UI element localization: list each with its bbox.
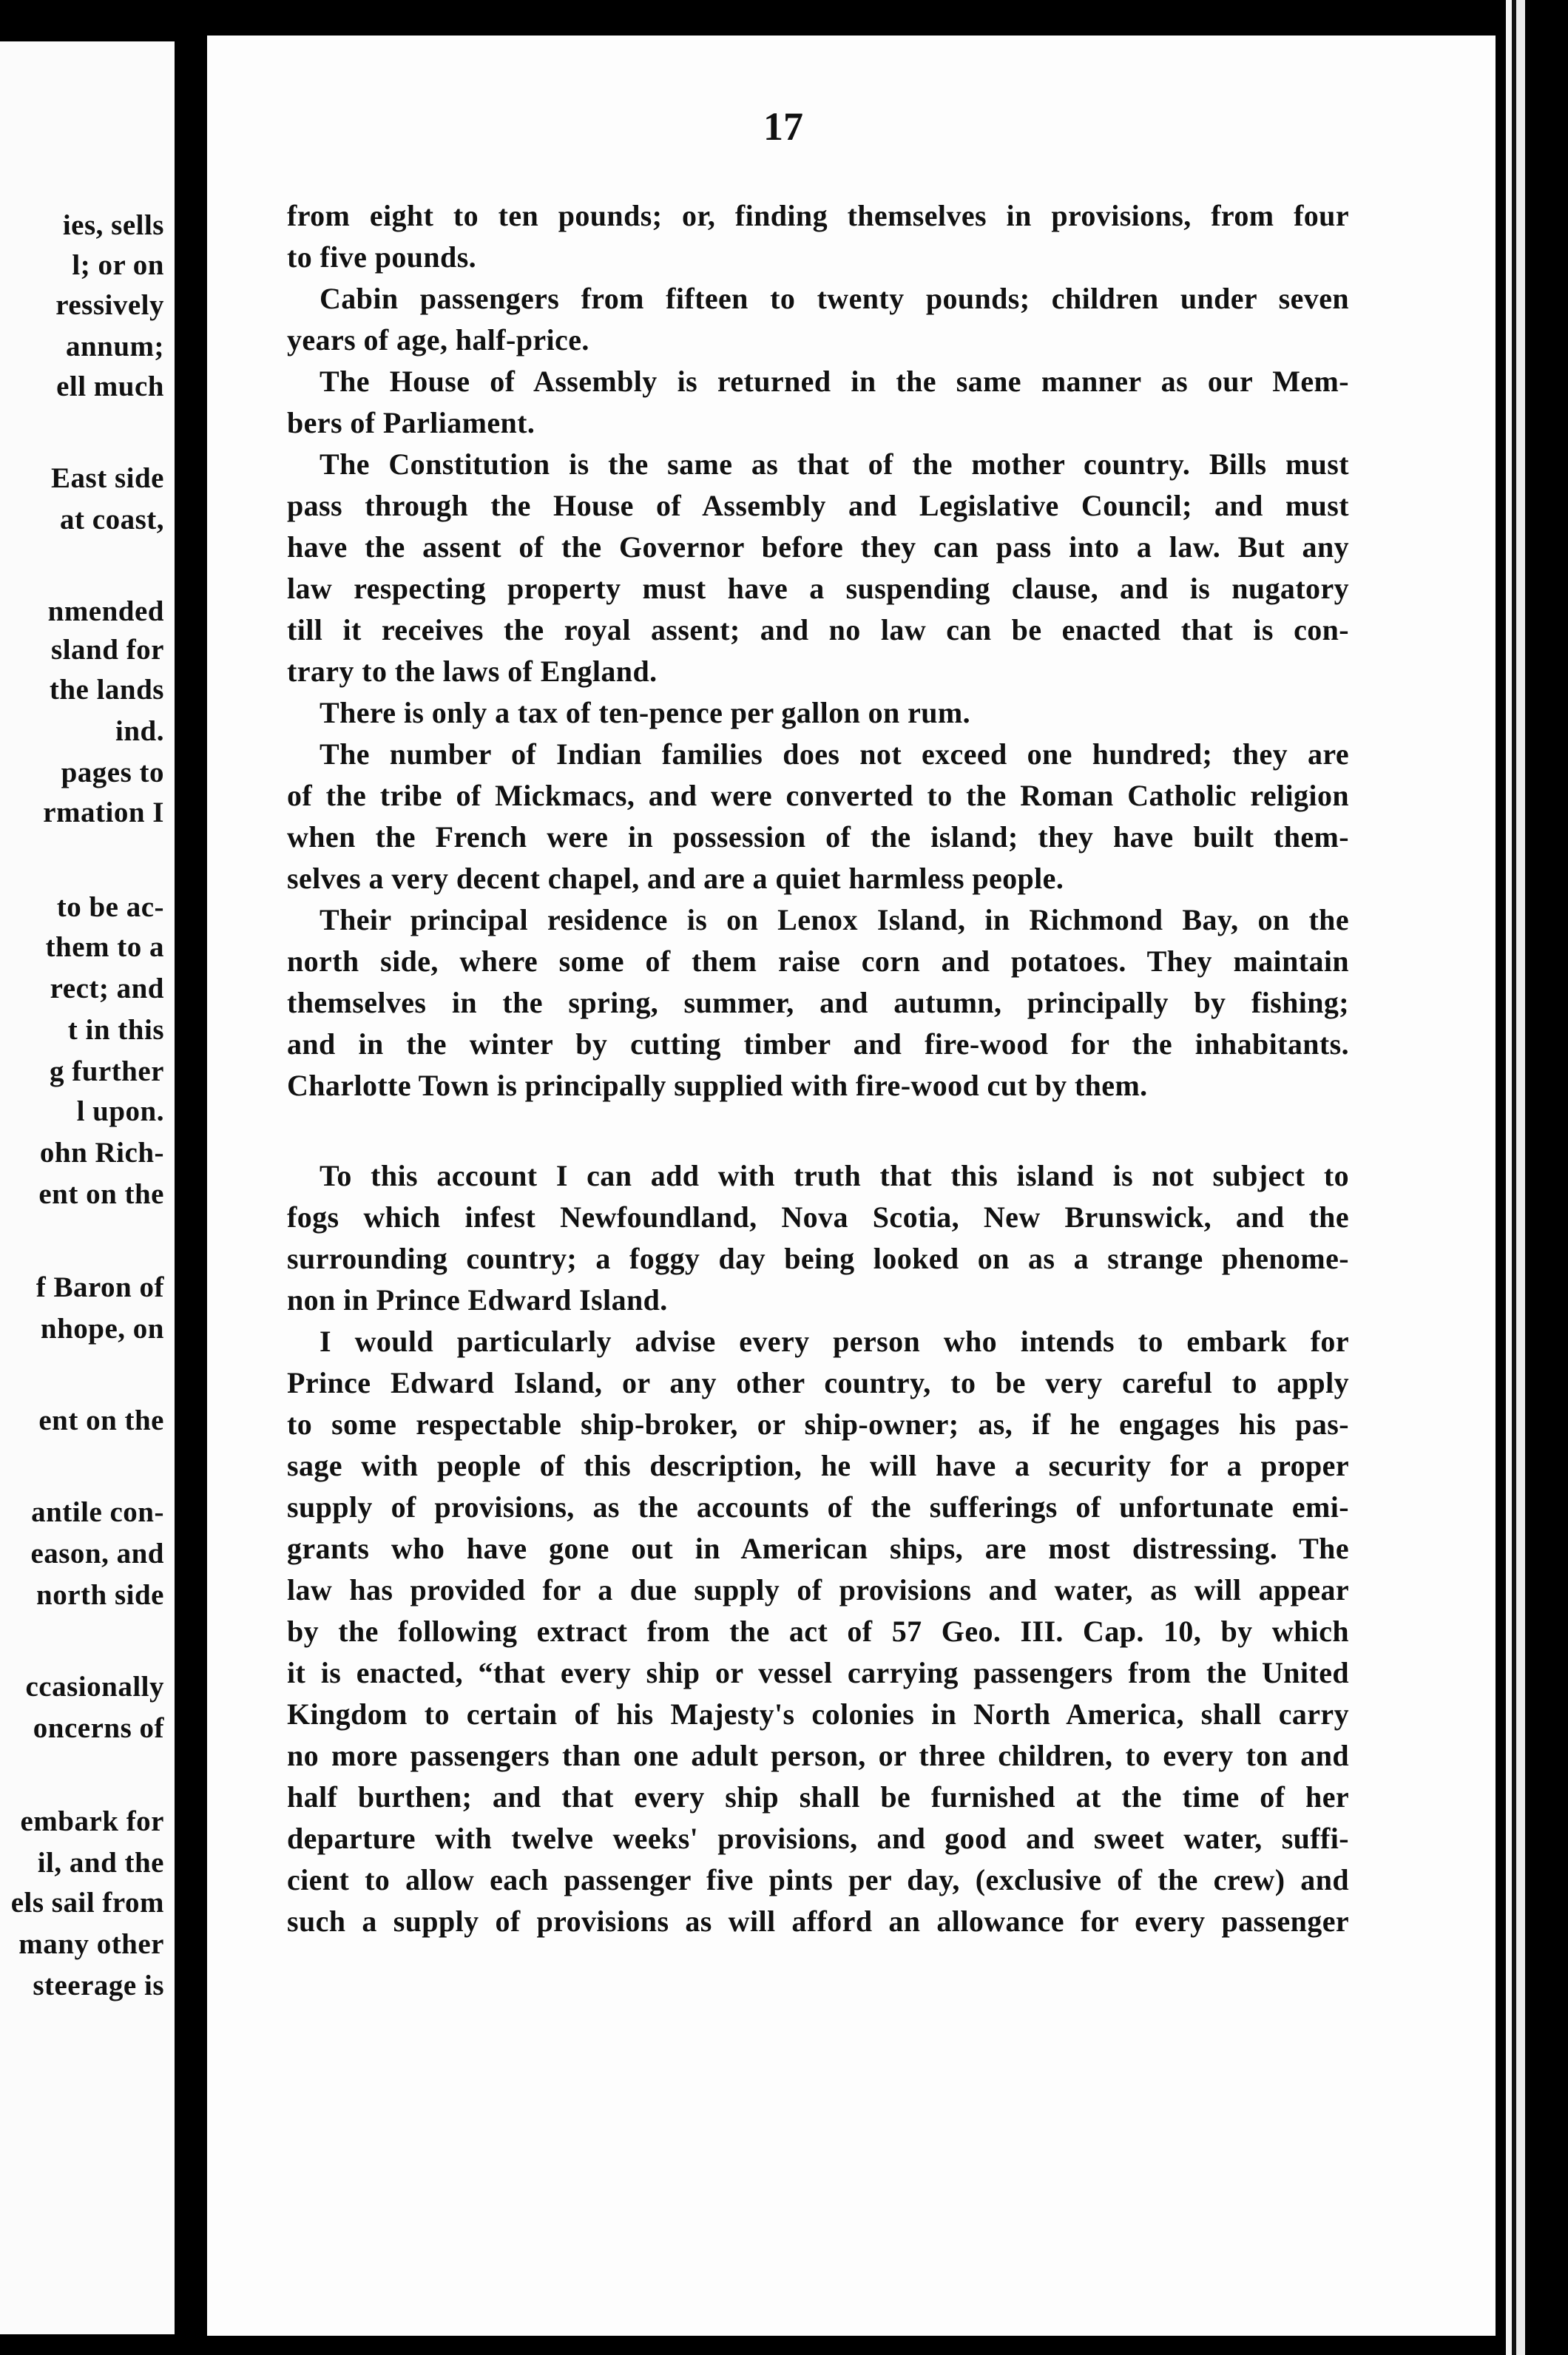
left-page-text: north side <box>36 1579 164 1611</box>
text-line: The number of Indian families does not exceed one hundred; they are <box>320 737 1349 771</box>
page-number: 17 <box>763 104 803 149</box>
left-page-text: to be ac- <box>56 891 164 923</box>
text-line: such a supply of provisions as will afford an allowance for every passenger <box>287 1905 1349 1938</box>
left-page-text: t in this <box>67 1014 164 1046</box>
text-line: sage with people of this description, he will have a security for a proper <box>287 1449 1349 1482</box>
text-line: it is enacted, “that every ship or vessel carrying passengers from the United <box>287 1656 1349 1689</box>
left-page-text: ohn Rich- <box>39 1137 164 1169</box>
text-line: no more passengers than one adult person, or three children, to every ton and <box>287 1739 1349 1772</box>
text-line: non in Prince Edward Island. <box>287 1283 668 1317</box>
left-page-text: the lands <box>49 674 164 706</box>
text-line: selves a very decent chapel, and are a quiet harmless people. <box>287 862 1064 895</box>
text-line: surrounding country; a foggy day being looked on as a strange phenome- <box>287 1242 1349 1275</box>
text-line: till it receives the royal assent; and no law can be enacted that is con- <box>287 613 1349 646</box>
text-line: have the assent of the Governor before they can pass into a law. But any <box>287 530 1349 564</box>
text-line: Charlotte Town is principally supplied with fire-wood cut by them. <box>287 1069 1148 1102</box>
left-page-text: many other <box>18 1928 164 1960</box>
text-line: Their principal residence is on Lenox Island, in Richmond Bay, on the <box>320 903 1349 936</box>
text-line: To this account I can add with truth that this island is not subject to <box>320 1159 1349 1192</box>
left-page-text: els sail from <box>10 1887 164 1919</box>
left-page-text: f Baron of <box>36 1271 164 1303</box>
text-line: bers of Parliament. <box>287 406 535 439</box>
left-page-text: antile con- <box>31 1496 164 1528</box>
text-line: by the following extract from the act of 57 Geo. III. Cap. 10, by which <box>287 1615 1349 1648</box>
left-page-text: rect; and <box>50 973 164 1004</box>
left-page-text: ent on the <box>38 1405 164 1436</box>
left-page-text: ressively <box>55 289 164 321</box>
text-line: fogs which infest Newfoundland, Nova Scotia, New Brunswick, and the <box>287 1200 1349 1234</box>
text-line: grants who have gone out in American ships, are most distressing. The <box>287 1532 1349 1565</box>
left-page-text: ell much <box>56 371 164 402</box>
left-page-text: East side <box>51 462 164 494</box>
text-line: I would particularly advise every person who intends to embark for <box>320 1325 1349 1358</box>
left-page-text: il, and the <box>37 1847 164 1879</box>
left-page-text: rmation I <box>43 797 164 828</box>
left-page-text: g further <box>49 1055 164 1087</box>
text-line: The House of Assembly is returned in the same manner as our Mem- <box>320 365 1349 398</box>
left-page-text: ccasionally <box>25 1671 164 1703</box>
text-line: law respecting property must have a suspending clause, and is nugatory <box>287 572 1349 605</box>
left-page-text: sland for <box>51 634 164 666</box>
text-line: The Constitution is the same as that of the mother country. Bills must <box>320 447 1349 481</box>
book-page <box>207 36 1496 2336</box>
text-line: law has provided for a due supply of provisions and water, as will appear <box>287 1573 1349 1606</box>
text-line: Prince Edward Island, or any other country, to be very careful to apply <box>287 1366 1349 1399</box>
left-page-text: annum; <box>65 331 164 362</box>
text-line: departure with twelve weeks' provisions, and good and sweet water, suffi- <box>287 1822 1349 1855</box>
left-page-text: at coast, <box>60 504 164 535</box>
text-line: when the French were in possession of the island; they have built them- <box>287 820 1349 854</box>
text-line: supply of provisions, as the accounts of the sufferings of unfortunate emi- <box>287 1490 1349 1524</box>
left-page-text: nhope, on <box>40 1313 164 1345</box>
text-line: north side, where some of them raise corn and potatoes. They maintain <box>287 945 1349 978</box>
left-page-text: ies, sells <box>62 209 164 241</box>
text-line: themselves in the spring, summer, and autumn, principally by fishing; <box>287 986 1349 1019</box>
text-line: to five pounds. <box>287 240 477 274</box>
text-line: Kingdom to certain of his Majesty's colonies in North America, shall carry <box>287 1697 1349 1731</box>
text-line: and in the winter by cutting timber and fire-wood for the inhabitants. <box>287 1027 1349 1061</box>
page-edge-right <box>1496 0 1568 2355</box>
text-line: of the tribe of Mickmacs, and were converted to the Roman Catholic religion <box>287 779 1349 812</box>
text-line: half burthen; and that every ship shall be furnished at the time of her <box>287 1780 1349 1814</box>
left-page-text: embark for <box>20 1805 164 1837</box>
text-line: to some respectable ship-broker, or ship-owner; as, if he engages his pas- <box>287 1408 1349 1441</box>
text-line: pass through the House of Assembly and Legislative Council; and must <box>287 489 1349 522</box>
facing-page-left <box>0 41 175 2334</box>
text-line: Cabin passengers from fifteen to twenty pounds; children under seven <box>320 282 1349 315</box>
left-page-text: steerage is <box>33 1970 164 2001</box>
page-gutter <box>175 0 207 2355</box>
left-page-text: pages to <box>61 757 164 788</box>
left-page-text: oncerns of <box>33 1712 164 1744</box>
text-line: There is only a tax of ten-pence per gallon on rum. <box>320 696 971 729</box>
text-line: from eight to ten pounds; or, finding themselves in provisions, from four <box>287 199 1349 232</box>
left-page-text: them to a <box>45 931 164 963</box>
left-page-text: ind. <box>115 715 164 747</box>
left-page-text: l; or on <box>72 249 164 281</box>
left-page-text: eason, and <box>30 1538 164 1570</box>
left-page-text: nmended <box>47 595 164 627</box>
text-line: cient to allow each passenger five pints per day, (exclusive of the crew) and <box>287 1863 1349 1896</box>
text-line: trary to the laws of England. <box>287 655 658 688</box>
text-line: years of age, half-price. <box>287 323 589 357</box>
left-page-text: l upon. <box>76 1095 164 1127</box>
left-page-text: ent on the <box>38 1178 164 1210</box>
